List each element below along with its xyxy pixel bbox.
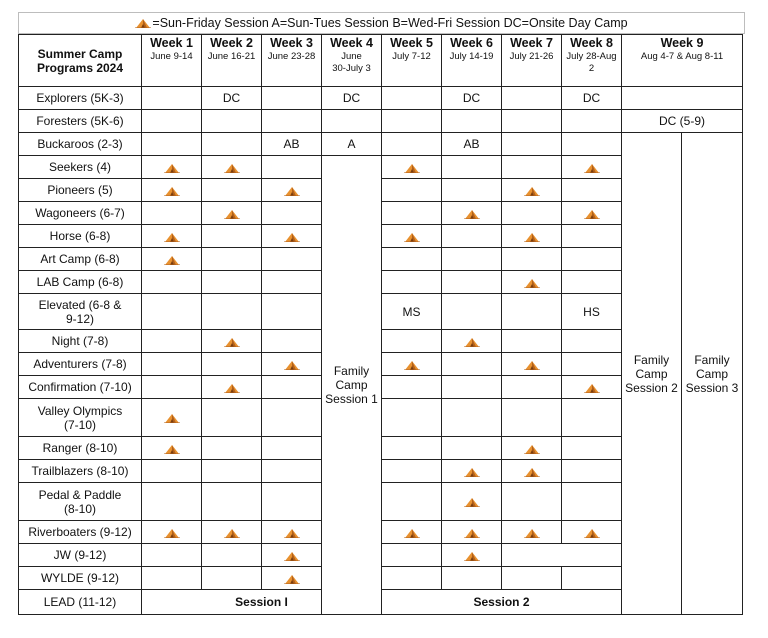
tent-icon (224, 209, 240, 219)
week-8-cell (562, 179, 622, 202)
week-8-cell (562, 521, 622, 544)
program-name: Trailblazers (8-10) (31, 464, 129, 478)
week-3-cell (262, 399, 322, 437)
week-5-cell (382, 437, 442, 460)
program-name-cell (19, 521, 142, 544)
program-name-cell (19, 202, 142, 225)
schedule-table (18, 34, 743, 615)
program-name-cell (19, 225, 142, 248)
tent-icon (284, 232, 300, 242)
week-7-cell (502, 399, 562, 437)
session-code: DC (462, 91, 481, 105)
tent-icon (524, 186, 540, 196)
week-8-cell (562, 156, 622, 179)
program-name: Foresters (5K-6) (36, 114, 124, 128)
week-3-cell (262, 248, 322, 271)
family-camp-session-1-line: Camp (335, 378, 368, 392)
week-dates-line2: 2 (588, 63, 595, 74)
week-1-cell (142, 460, 202, 483)
week-5-cell (382, 179, 442, 202)
program-name: Ranger (8-10) (42, 441, 118, 455)
program-name: Art Camp (6-8) (40, 252, 120, 266)
week-6-cell (442, 179, 502, 202)
session-code: AB (283, 137, 300, 151)
week-5-cell (382, 110, 442, 133)
program-name-line2: (8-10) (63, 501, 96, 516)
week-2-cell (202, 248, 262, 271)
tent-icon (524, 232, 540, 242)
tent-icon (464, 209, 480, 219)
tent-icon (464, 337, 480, 347)
week-1-cell (142, 225, 202, 248)
legend-bar (18, 12, 745, 34)
tent-icon (164, 413, 180, 423)
week-6-cell (442, 521, 502, 544)
week-1-cell (142, 437, 202, 460)
week-9-cell (622, 87, 743, 110)
program-name: Riverboaters (9-12) (28, 525, 132, 539)
week-8-cell (562, 330, 622, 353)
week-6-cell (442, 567, 502, 590)
week-7-cell (502, 248, 562, 271)
tent-icon (224, 528, 240, 538)
week-8-cell (562, 460, 622, 483)
week-4-cell (322, 133, 382, 156)
week-header-7 (502, 35, 562, 87)
week-2-cell (202, 330, 262, 353)
week-header-8 (562, 35, 622, 87)
program-name-cell (19, 179, 142, 202)
week-2-cell (202, 567, 262, 590)
week-1-cell (142, 202, 202, 225)
week-header-2 (202, 35, 262, 87)
program-name: LEAD (11-12) (43, 595, 117, 609)
week-2-cell (202, 156, 262, 179)
week-dates-line2: 30-July 3 (332, 63, 371, 74)
week-1-cell (142, 521, 202, 544)
program-name-cell (19, 248, 142, 271)
week-7-cell (502, 87, 562, 110)
tent-icon (224, 163, 240, 173)
week-6-cell (442, 353, 502, 376)
week-3-cell (262, 460, 322, 483)
tent-icon (464, 467, 480, 477)
week-dates: Aug 4-7 & Aug 8-11 (640, 51, 724, 62)
program-name: Seekers (4) (48, 160, 112, 174)
week-7-cell (502, 202, 562, 225)
week-dates-line1: July 28-Aug (566, 51, 617, 62)
week-2-cell (202, 437, 262, 460)
week-6-cell (442, 460, 502, 483)
tent-icon (524, 360, 540, 370)
week-6-cell (442, 376, 502, 399)
program-name-cell (19, 330, 142, 353)
tent-icon (584, 209, 600, 219)
week-header-6 (442, 35, 502, 87)
week-7-cell (502, 225, 562, 248)
week-1-cell (142, 376, 202, 399)
week-dates: July 14-19 (449, 51, 494, 62)
program-name-line2: 9-12) (65, 311, 94, 326)
program-row (19, 133, 743, 156)
lead-session-1 (142, 590, 382, 615)
week-8-cell (562, 225, 622, 248)
week-1-cell (142, 294, 202, 330)
program-name: WYLDE (9-12) (40, 571, 120, 585)
week-6-cell (442, 330, 502, 353)
week-3-cell (262, 156, 322, 179)
week-1-cell (142, 110, 202, 133)
program-name-cell (19, 437, 142, 460)
week-3-cell (262, 483, 322, 521)
week-2-cell (202, 225, 262, 248)
week-2-cell (202, 133, 262, 156)
program-name: Horse (6-8) (49, 229, 111, 243)
week-5-cell (382, 271, 442, 294)
session-code: MS (402, 304, 421, 319)
week-7-cell (502, 353, 562, 376)
tent-icon (284, 186, 300, 196)
family-camp-session-2-line: Session 2 (625, 380, 678, 395)
program-name: Adventurers (7-8) (33, 357, 127, 371)
tent-icon (284, 551, 300, 561)
week-5-cell (382, 399, 442, 437)
week-dates: June 23-28 (267, 51, 316, 62)
family-camp-session-1-line: Session 1 (325, 392, 378, 406)
week-8-cell (562, 399, 622, 437)
week-header-4 (322, 35, 382, 87)
week-6-cell (442, 202, 502, 225)
week-1-cell (142, 87, 202, 110)
week-8-cell (562, 567, 622, 590)
week-7-cell (502, 437, 562, 460)
tent-icon (404, 232, 420, 242)
tent-icon (404, 163, 420, 173)
program-name: Explorers (5K-3) (36, 91, 124, 105)
week-1-cell (142, 248, 202, 271)
week-7-cell (502, 271, 562, 294)
week-8-cell (562, 202, 622, 225)
session-code: DC (222, 91, 241, 105)
program-name: Confirmation (7-10) (28, 380, 132, 394)
tent-icon (164, 444, 180, 454)
tent-icon (224, 383, 240, 393)
week-5-cell (202, 544, 262, 567)
week-title: Week 5 (390, 36, 433, 50)
week-7-cell (502, 110, 562, 133)
week-1-cell (142, 179, 202, 202)
week-6-cell (442, 271, 502, 294)
week-8-cell (562, 376, 622, 399)
week-3-cell (262, 567, 322, 590)
week-3-cell (262, 202, 322, 225)
week-5-cell (382, 87, 442, 110)
week-title: Week 6 (450, 36, 493, 50)
week-7-cell (502, 133, 562, 156)
program-name-cell (19, 567, 142, 590)
program-name-line1: Valley Olympics (37, 403, 123, 418)
week9-label: DC (5-9) (658, 114, 705, 128)
week-title: Week 1 (150, 36, 193, 50)
program-name: Buckaroos (2-3) (37, 137, 123, 151)
tent-icon (135, 18, 151, 28)
header-programs-cell (19, 35, 142, 87)
week-7-cell (502, 179, 562, 202)
family-camp-session-1-line: Family (333, 364, 370, 378)
week-6-cell (442, 110, 502, 133)
week-8-cell (562, 110, 622, 133)
week-9-cell (622, 110, 743, 133)
program-name: Wagoneers (6-7) (35, 206, 125, 220)
week-3-cell (262, 521, 322, 544)
week-dates-line1: June (341, 51, 362, 62)
program-name: LAB Camp (6-8) (36, 275, 124, 289)
week-6-cell (442, 133, 502, 156)
week-7-cell (502, 156, 562, 179)
tent-icon (284, 360, 300, 370)
session-code: DC (582, 91, 601, 105)
week-3-cell (262, 225, 322, 248)
week-1-cell (142, 271, 202, 294)
session-code: DC (342, 91, 361, 105)
week-5-cell (382, 567, 442, 590)
program-name-cell (19, 294, 142, 330)
program-name-cell (19, 483, 142, 521)
tent-icon (584, 383, 600, 393)
family-camp-session-2 (622, 133, 682, 615)
week-2-cell (202, 376, 262, 399)
program-name-cell (19, 156, 142, 179)
week-dates: June 9-14 (150, 51, 193, 62)
week-header-1 (142, 35, 202, 87)
week-5-cell (382, 225, 442, 248)
week-1-cell (142, 133, 202, 156)
session-code: AB (463, 137, 480, 151)
week-8-cell (562, 87, 622, 110)
week-1-cell (142, 156, 202, 179)
week-6-cell (442, 248, 502, 271)
week-8-cell (562, 353, 622, 376)
week-2-cell (202, 460, 262, 483)
week-title: Week 9 (660, 36, 704, 50)
week-6-cell (442, 87, 502, 110)
week-dates: July 7-12 (392, 51, 431, 62)
week-7-cell (502, 460, 562, 483)
week-title: Week 3 (270, 36, 313, 50)
session-code: HS (583, 304, 600, 319)
program-name: JW (9-12) (53, 548, 107, 562)
tent-icon (584, 163, 600, 173)
tent-icon (464, 528, 480, 538)
week-7-cell (502, 376, 562, 399)
week-5-cell (382, 330, 442, 353)
week-3-cell (262, 133, 322, 156)
week-2-cell (202, 87, 262, 110)
week-header-3 (262, 35, 322, 87)
tent-icon (164, 186, 180, 196)
program-name-line1: Elevated (6-8 & (38, 297, 122, 312)
week-2-cell (202, 399, 262, 437)
tent-icon (524, 528, 540, 538)
week-5-cell (382, 133, 442, 156)
week-3-cell (262, 294, 322, 330)
family-camp-session-3-line: Family (694, 352, 730, 367)
program-name-cell (19, 376, 142, 399)
program-name-cell (19, 590, 142, 615)
tent-icon (524, 467, 540, 477)
tent-icon (524, 444, 540, 454)
tent-icon (164, 163, 180, 173)
week-1-cell (142, 544, 202, 567)
week-8-cell (442, 544, 502, 567)
week-8-cell (562, 483, 622, 521)
week-3-cell (262, 437, 322, 460)
week-6-cell (442, 399, 502, 437)
week-5-cell (382, 353, 442, 376)
program-name-cell (19, 460, 142, 483)
week-1-cell (142, 330, 202, 353)
week-4-cell (322, 110, 382, 133)
week-2-cell (202, 202, 262, 225)
program-name: Night (7-8) (51, 334, 109, 348)
week-8-cell (562, 133, 622, 156)
week-8-cell (562, 294, 622, 330)
tent-icon (584, 528, 600, 538)
program-name-line2: (7-10) (63, 417, 96, 432)
week-3-cell (262, 376, 322, 399)
program-name-cell (19, 87, 142, 110)
week-8-cell (562, 248, 622, 271)
week-3-cell (262, 179, 322, 202)
tent-icon (404, 360, 420, 370)
week-6-cell (442, 156, 502, 179)
week-7-cell (382, 544, 442, 567)
program-name: Pioneers (5) (47, 183, 113, 197)
tent-icon (284, 528, 300, 538)
week-8-cell (562, 271, 622, 294)
program-name-cell (19, 353, 142, 376)
week-3-cell (262, 87, 322, 110)
week-6-cell (262, 544, 322, 567)
week-title: Week 2 (210, 36, 253, 50)
lead-session-2 (382, 590, 622, 615)
week-7-cell (502, 483, 562, 521)
week-header-9 (622, 35, 743, 87)
header-row (19, 35, 743, 87)
week-7-cell (502, 294, 562, 330)
week-7-cell (502, 330, 562, 353)
header-title-line2: Programs 2024 (36, 60, 124, 75)
week-1-cell (142, 483, 202, 521)
session-label: Session I (235, 595, 288, 609)
week-title: Week 7 (510, 36, 553, 50)
program-row (19, 110, 743, 133)
week-6-cell (442, 294, 502, 330)
week-5-cell (382, 483, 442, 521)
program-name-cell (19, 133, 142, 156)
week-7-cell (502, 521, 562, 544)
week-dates: June 16-21 (207, 51, 256, 62)
week-2-cell (202, 179, 262, 202)
week-1-cell (142, 353, 202, 376)
program-name-cell (19, 110, 142, 133)
family-camp-session-3-line: Camp (695, 366, 728, 381)
week-5-cell (382, 248, 442, 271)
week-6-cell (442, 225, 502, 248)
week-3-cell (262, 353, 322, 376)
family-camp-session-1 (322, 156, 382, 615)
tent-icon (464, 497, 480, 507)
program-name-line1: Pedal & Paddle (38, 487, 122, 502)
program-name-cell (19, 271, 142, 294)
week-dates: July 21-26 (509, 51, 554, 62)
week-2-cell (202, 483, 262, 521)
week-header-5 (382, 35, 442, 87)
week-1-cell (142, 567, 202, 590)
week-6-cell (442, 437, 502, 460)
week-5-cell (382, 156, 442, 179)
program-name-cell (19, 399, 142, 437)
week-2-cell (202, 353, 262, 376)
week-title: Week 4 (330, 36, 373, 50)
week-2-cell (202, 521, 262, 544)
week-5-cell (382, 376, 442, 399)
week-7-cell (502, 567, 562, 590)
week-3-cell (262, 110, 322, 133)
week-1-cell (142, 399, 202, 437)
tent-icon (164, 255, 180, 265)
program-row (19, 87, 743, 110)
week-2-cell (202, 294, 262, 330)
week-5-cell (382, 460, 442, 483)
week-6-cell (442, 483, 502, 521)
tent-icon (284, 574, 300, 584)
week-5-cell (382, 294, 442, 330)
family-camp-session-2-line: Family (633, 352, 670, 367)
program-name-cell (19, 544, 142, 567)
tent-icon (404, 528, 420, 538)
session-label: Session 2 (473, 595, 530, 609)
week-3-cell (262, 330, 322, 353)
week-title: Week 8 (570, 36, 613, 50)
tent-icon (224, 337, 240, 347)
legend-text: =Sun-Friday Session A=Sun-Tues Session B=Wed-Fri Session DC=Onsite Day Camp (152, 16, 628, 30)
family-camp-session-3-line: Session 3 (685, 380, 739, 395)
week-2-cell (202, 110, 262, 133)
week-5-cell (382, 202, 442, 225)
tent-icon (164, 528, 180, 538)
week-8-cell (562, 437, 622, 460)
week-3-cell (262, 271, 322, 294)
week-4-cell (322, 87, 382, 110)
family-camp-session-3 (682, 133, 743, 615)
family-camp-session-2-line: Camp (635, 366, 668, 381)
week-5-cell (382, 521, 442, 544)
tent-icon (464, 551, 480, 561)
tent-icon (524, 278, 540, 288)
header-title-line1: Summer Camp (37, 46, 123, 61)
week-2-cell (202, 271, 262, 294)
tent-icon (164, 232, 180, 242)
session-code: A (347, 137, 356, 151)
